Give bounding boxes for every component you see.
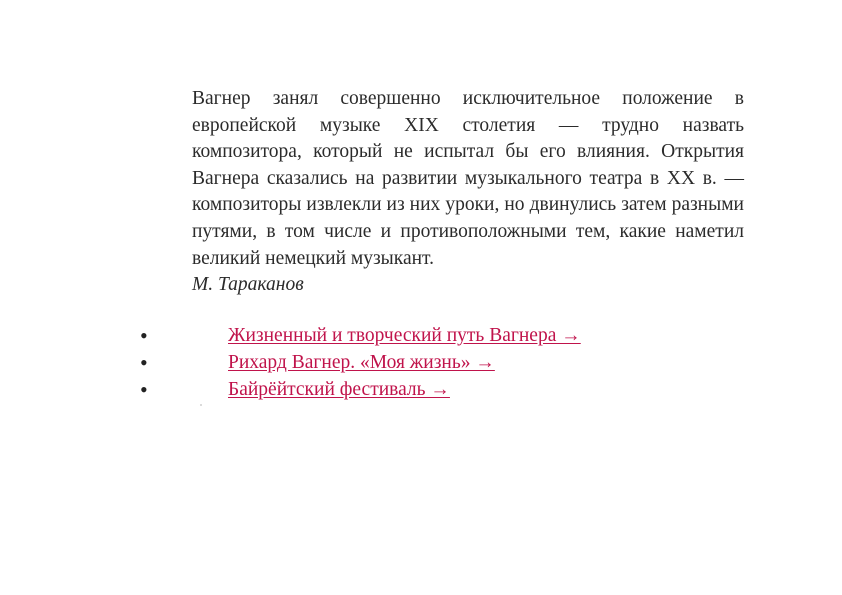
stray-dot — [200, 404, 202, 406]
list-item — [140, 376, 740, 403]
bullet-icon: • — [140, 323, 148, 348]
link-list — [140, 322, 740, 403]
quote-block — [192, 86, 744, 298]
quote-author: М. Тараканов — [192, 274, 304, 296]
list-item — [140, 322, 740, 349]
bullet-icon: • — [140, 377, 148, 402]
quote-text: Вагнер занял совершенно исключительное положение в европейской музыке XIX столетия — трудно назвать композитора, который не испытал бы его влияния. Открытия Вагнера сказались на развитии музыкального театра в XX в. — композиторы извлекли из них уроки, но двинулись затем разными путями, в том числе и противоположными тем, какие наметил великий немецкий музыкант. — [192, 88, 744, 269]
link-bayreuth-festival[interactable]: Байрёйтский фестиваль → — [228, 379, 450, 400]
list-item — [140, 349, 740, 376]
link-my-life[interactable]: Рихард Вагнер. «Моя жизнь» → — [228, 352, 495, 373]
bullet-icon: • — [140, 350, 148, 375]
link-wagner-life-path[interactable]: Жизненный и творческий путь Вагнера → — [228, 325, 581, 346]
